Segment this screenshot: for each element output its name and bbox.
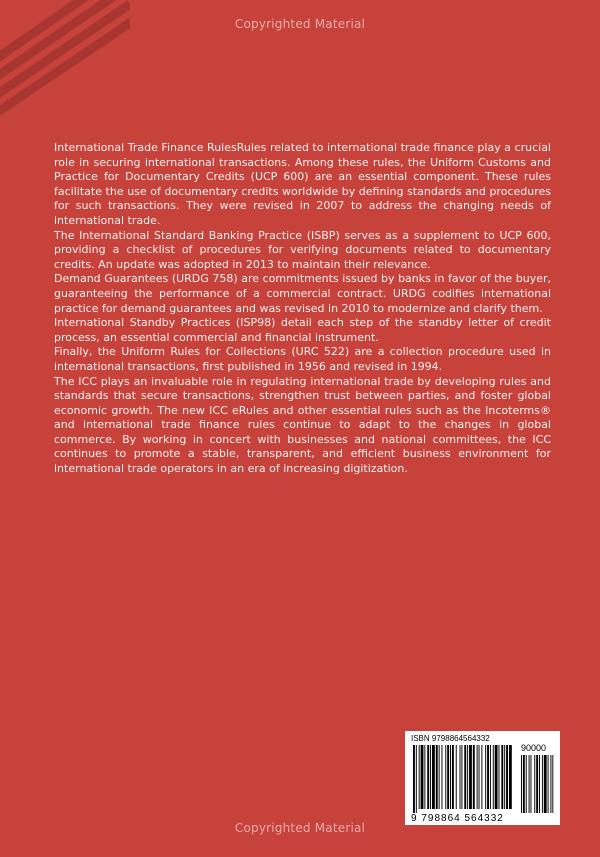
barcode-price-code: 90000 bbox=[521, 743, 547, 753]
paragraph-isp98: International Standby Practices (ISP98) detail each step of the standby letter of credit process, an essential commercial and financial instrument. bbox=[54, 316, 551, 344]
back-cover-description bbox=[54, 141, 551, 477]
watermark-top: Copyrighted Material bbox=[234, 17, 366, 31]
paragraph-urc: Finally, the Uniform Rules for Collections (URC 522) are a collection procedure used in international transactions, first published in 1956 and revised in 1994. bbox=[54, 345, 551, 373]
watermark-bottom: Copyrighted Material bbox=[234, 821, 366, 835]
isbn-label: ISBN 9798864564332 bbox=[411, 734, 490, 743]
paragraph-isbp: The International Standard Banking Practice (ISBP) serves as a supplement to UCP 600, providing a checklist of procedures for verifying documents related to documentary credits. An update was adopted in 2013 to maintain their relevance. bbox=[54, 228, 551, 271]
paragraph-ucp: International Trade Finance RulesRules related to international trade finance play a crucial role in securing international transactions. Among these rules, the Uniform Customs and Practice for Documentary Credits (UCP 600) are an essential component. These rules facilitate the use of documentary credits worldwide by defining standards and procedures for such transactions. They were revised in 2007 to address the changing needs of international trade. bbox=[54, 141, 551, 227]
paragraph-urdg: Demand Guarantees (URDG 758) are commitments issued by banks in favor of the buyer, guaranteeing the performance of a commercial contract. URDG codifies international practice for demand guarantees and was revised in 2010 to modernize and clarify them. bbox=[54, 272, 551, 315]
isbn-barcode-box bbox=[405, 731, 560, 825]
paragraph-icc-role: The ICC plays an invaluable role in regulating international trade by developing rules and standards that secure transactions, strengthen trust between parties, and foster global economic growth. The new ICC eRules and other essential rules such as the Incoterms® and international trade finance rules continue to adapt to the changes in global commerce. By working in concert with businesses and national committees, the ICC continues to promote a stable, transparent, and efficient business environment for international trade operators in an era of increasing digitization. bbox=[54, 374, 551, 476]
barcode-number: 9 798864 564332 bbox=[411, 813, 504, 824]
barcode-icon bbox=[405, 731, 560, 825]
